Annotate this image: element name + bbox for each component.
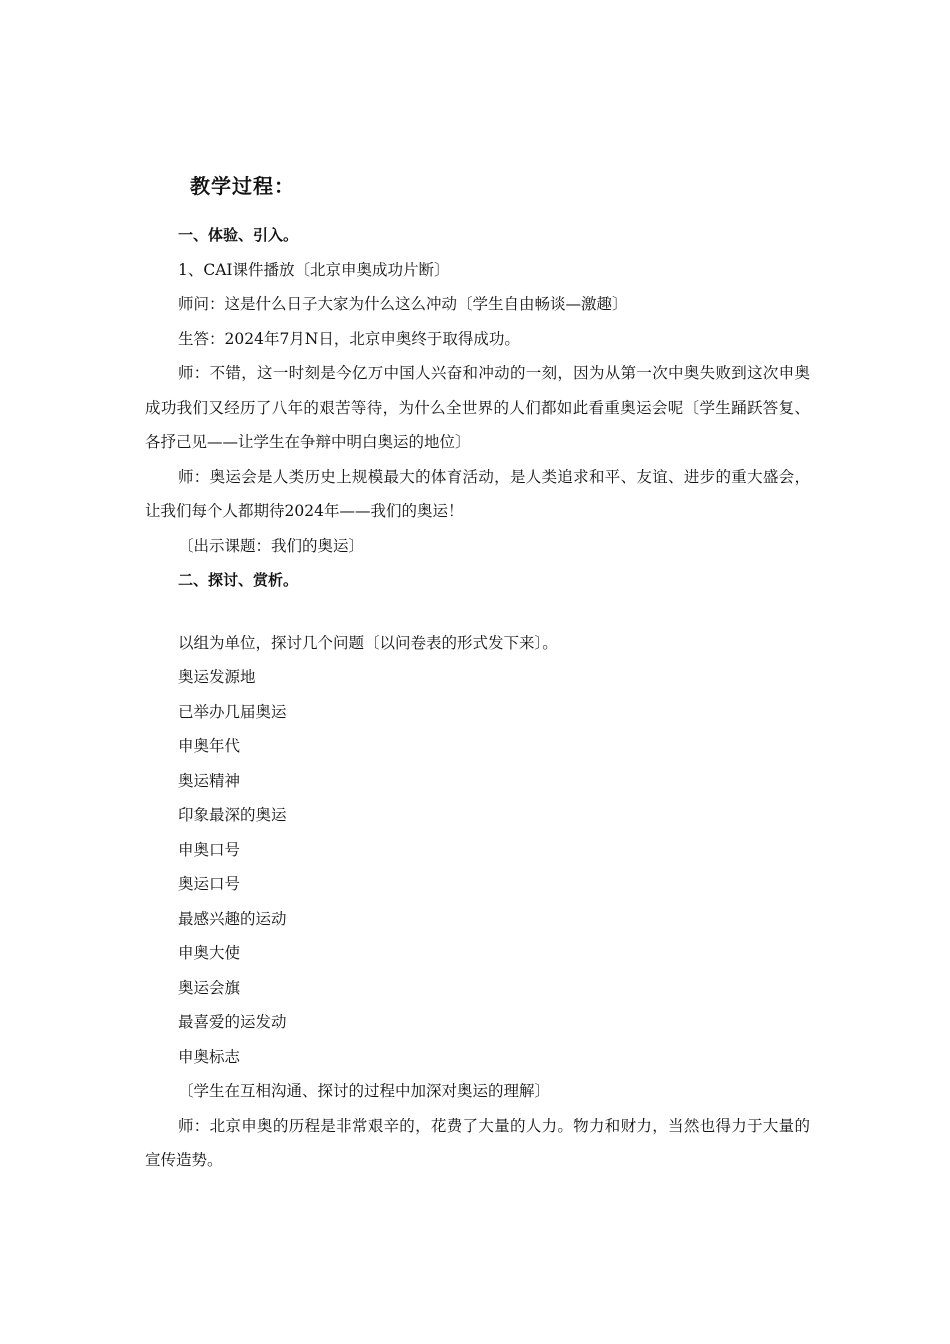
list-item: 奥运口号 [178, 875, 241, 893]
paragraph: 生答：2024年7月N日，北京申奥终于取得成功。 [178, 329, 520, 348]
paragraph: 师问：这是什么日子大家为什么这么冲动〔学生自由畅谈—激趣〕 [178, 295, 628, 313]
spacer [145, 598, 810, 626]
list-item: 申奥大使 [178, 944, 241, 962]
list-item: 最喜爱的运发动 [178, 1013, 287, 1031]
list-item: 奥运精神 [178, 771, 241, 790]
list-item: 申奥标志 [178, 1047, 241, 1066]
list-item: 申奥年代 [178, 737, 241, 755]
list-item: 奥运发源地 [178, 668, 256, 686]
paragraph: 以组为单位，探讨几个问题〔以问卷表的形式发下来〕。 [178, 633, 558, 652]
page-title: 教学过程： [190, 174, 295, 198]
paragraph: 师：北京申奥的历程是非常艰辛的，花费了大量的人力。物力和财力，当然也得力于大量的宣传造势。 [145, 1116, 810, 1169]
question-list [145, 660, 810, 1074]
section-heading-2: 二、探讨、赏析。 [178, 571, 299, 589]
paragraph: 1、CAI课件播放〔北京申奥成功片断〕 [178, 260, 450, 279]
paragraph: 师：奥运会是人类历史上规模最大的体育活动，是人类追求和平、友谊、进步的重大盛会，让我们每个人都期待2024年——我们的奥运！ [145, 467, 810, 520]
list-item: 申奥口号 [178, 840, 241, 859]
list-item: 已举办几届奥运 [178, 702, 287, 721]
list-item: 奥运会旗 [178, 978, 241, 997]
paragraph: 〔学生在互相沟通、探讨的过程中加深对奥运的理解〕 [178, 1082, 551, 1100]
list-item: 印象最深的奥运 [178, 806, 287, 824]
document-body [145, 218, 810, 1178]
list-item: 最感兴趣的运动 [178, 909, 287, 928]
paragraph: 师：不错，这一时刻是今亿万中国人兴奋和冲动的一刻，因为从第一次中奥失败到这次申奥成功我们又经历了八年的艰苦等待，为什么全世界的人们都如此看重奥运会呢〔学生踊跃答复、各抒己见——让学生在争辩中明白奥运的地位〕 [145, 364, 810, 451]
paragraph: 〔出示课题：我们的奥运〕 [178, 536, 365, 555]
section-heading-1: 一、体验、引入。 [178, 226, 299, 244]
